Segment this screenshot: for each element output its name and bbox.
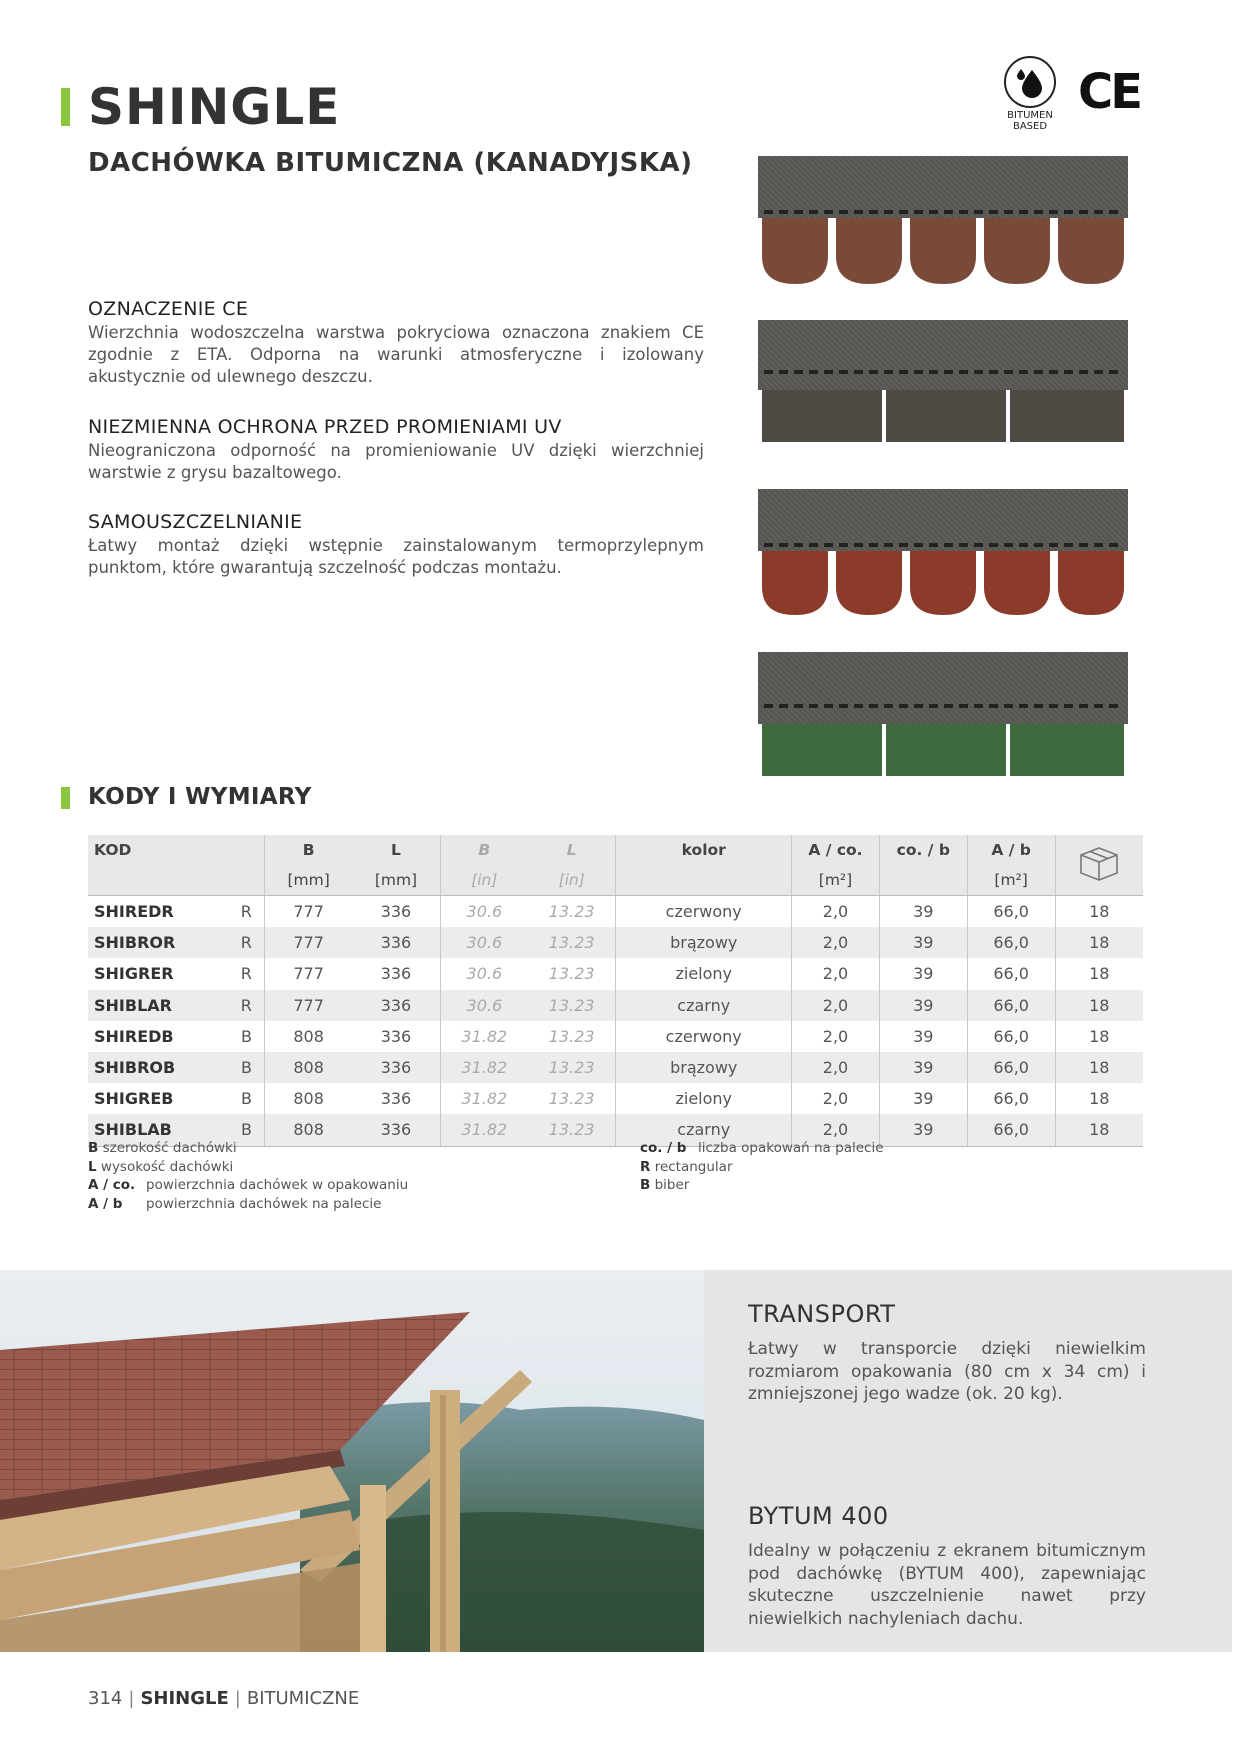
row-b: 808: [264, 1052, 352, 1083]
header-l-in: L: [528, 835, 616, 865]
row-l: 336: [352, 1114, 440, 1146]
row-a-co: 2,0: [792, 958, 880, 989]
table-units-row: [88, 865, 1143, 896]
legend-left: [88, 1139, 408, 1213]
header-kolor: kolor: [616, 835, 792, 865]
row-code: SHIREDB: [94, 1026, 174, 1046]
transport-block: [748, 1300, 1146, 1406]
row-color: czerwony: [616, 1021, 792, 1052]
row-code: SHIBROB: [88, 1052, 240, 1083]
row-code: SHIREDR: [94, 902, 174, 922]
bitumen-based-label: BITUMEN BASED: [1007, 110, 1053, 132]
unit-b: [mm]: [264, 865, 352, 896]
title-accent-bar: [61, 88, 70, 126]
row-l: 336: [352, 958, 440, 989]
legend-item: B biber: [640, 1177, 690, 1193]
table-row: [88, 1052, 1143, 1083]
row-l-in: 13.23: [528, 1021, 616, 1052]
codes-table: [88, 835, 1143, 1147]
row-l: 336: [352, 1021, 440, 1052]
row-co-b: 39: [879, 958, 967, 989]
row-co-b: 39: [879, 1021, 967, 1052]
table-row: [88, 958, 1143, 989]
page-subtitle: DACHÓWKA BITUMICZNA (KANADYJSKA): [88, 148, 693, 178]
row-co-b: 39: [879, 896, 967, 928]
bytum-text: Idealny w połączeniu z ekranem bitumicznym pod dachówkę (BYTUM 400), zapewniając skuteczne uszczelnienie nawet przy niewielkich nachyleniach dachu.: [748, 1541, 1146, 1629]
row-l: 336: [352, 1083, 440, 1114]
feature-selfseal: [88, 511, 704, 579]
row-b: 808: [264, 1114, 352, 1146]
feature-text: Wierzchnia wodoszczelna warstwa pokryciowa oznaczona znakiem CE zgodnie z ETA. Odporna na warunki atmosferyczne i izolowany akustycznie od ulewnego deszczu.: [88, 323, 704, 386]
legend-right: [640, 1139, 884, 1195]
row-type: B: [240, 1083, 265, 1114]
unit-l-in: [in]: [528, 865, 616, 896]
table-row: [88, 927, 1143, 958]
bitumen-based-badge: [1000, 56, 1060, 132]
roof-photo: [0, 1270, 704, 1652]
row-co-b: 39: [879, 990, 967, 1021]
row-pcs: 18: [1055, 1052, 1143, 1083]
row-b: 777: [264, 990, 352, 1021]
feature-ce: [88, 298, 704, 388]
row-l: 336: [352, 990, 440, 1021]
page-title: SHINGLE: [88, 78, 341, 136]
shingle-sample-green-rectangular: [758, 652, 1128, 776]
row-b-in: 31.82: [440, 1114, 528, 1146]
row-l: 336: [352, 927, 440, 958]
row-b-in: 31.82: [461, 1026, 508, 1046]
feature-text: Nieograniczona odporność na promieniowanie UV dzięki wierzchniej warstwie z grysu bazaltowego.: [88, 441, 704, 482]
row-a-co: 2,0: [792, 1083, 880, 1114]
header-kod: KOD: [88, 835, 264, 865]
row-type: R: [240, 990, 265, 1021]
row-b: 808: [293, 1089, 324, 1109]
footer-section: SHINGLE: [140, 1688, 229, 1709]
row-code: SHIBROR: [88, 927, 240, 958]
bytum-heading: BYTUM 400: [748, 1502, 889, 1530]
row-a-co: 2,0: [792, 1052, 880, 1083]
legend-item: A / b powierzchnia dachówek na palecie: [88, 1195, 382, 1212]
row-co-b: 39: [879, 1052, 967, 1083]
row-color: czarny: [616, 990, 792, 1021]
table-header-row: [88, 835, 1143, 865]
row-type: R: [240, 927, 265, 958]
transport-heading: TRANSPORT: [748, 1300, 896, 1328]
header-a-co: A / co.: [792, 835, 880, 865]
feature-heading: NIEZMIENNA OCHRONA PRZED PROMIENIAMI UV: [88, 416, 562, 438]
header-co-b: co. / b: [879, 835, 967, 865]
row-color: czarny: [616, 1114, 792, 1146]
row-a-b: 66,0: [967, 1021, 1055, 1052]
header-l: L: [352, 835, 440, 865]
row-pcs: 18: [1089, 1089, 1110, 1109]
row-color: brązowy: [616, 927, 792, 958]
row-l-in: 13.23: [528, 1052, 616, 1083]
row-pcs: 18: [1089, 1026, 1110, 1046]
row-b-in: 31.82: [440, 1052, 528, 1083]
row-l-in: 13.23: [528, 990, 616, 1021]
row-code: SHIGREB: [94, 1089, 174, 1109]
legend-item: R rectangular: [640, 1158, 733, 1175]
row-co-b: 39: [879, 1083, 967, 1114]
row-type: B: [240, 1021, 265, 1052]
row-a-co: 2,0: [792, 990, 880, 1021]
row-code: SHIBLAR: [88, 990, 240, 1021]
row-a-co: 2,0: [792, 1114, 880, 1146]
feature-text: Łatwy montaż dzięki wstępnie zainstalowanym termoprzylepnym punktom, które gwarantują szczelność podczas montażu.: [88, 536, 704, 577]
ce-mark: CE: [1078, 64, 1141, 120]
shingle-sample-brown-biber: [758, 156, 1128, 288]
row-code: SHIBLAB: [88, 1114, 240, 1146]
box-icon: [1055, 835, 1143, 896]
row-a-b: 66,0: [967, 958, 1055, 989]
shingle-sample-red-biber: [758, 489, 1128, 619]
row-l-in: 13.23: [528, 896, 616, 928]
row-pcs: 18: [1089, 902, 1110, 922]
row-a-b: 66,0: [967, 1114, 1055, 1146]
drop-icon: [1004, 56, 1056, 108]
row-pcs: 18: [1055, 1114, 1143, 1146]
row-b: 777: [293, 964, 324, 984]
row-b-in: 30.6: [440, 990, 528, 1021]
row-l: 336: [352, 1052, 440, 1083]
row-co-b: 39: [879, 927, 967, 958]
row-b: 777: [264, 927, 352, 958]
row-l-in: 13.23: [528, 958, 616, 989]
info-panel: [704, 1270, 1232, 1652]
legend-item: B szerokość dachówki: [88, 1140, 237, 1156]
unit-b-in: [in]: [440, 865, 528, 896]
unit-l: [mm]: [352, 865, 440, 896]
row-l-in: 13.23: [528, 1114, 616, 1146]
shingle-sample-grey-rectangular: [758, 320, 1128, 442]
row-l-in: 13.23: [528, 1083, 616, 1114]
transport-text: Łatwy w transporcie dzięki niewielkim rozmiarom opakowania (80 cm x 34 cm) i zmniejszonej jego wadze (ok. 20 kg).: [748, 1339, 1146, 1404]
row-a-co: 2,0: [792, 927, 880, 958]
feature-heading: OZNACZENIE CE: [88, 298, 249, 320]
feature-uv: [88, 416, 704, 484]
table-row: [88, 1021, 1143, 1052]
section-title: KODY I WYMIARY: [88, 784, 312, 810]
row-a-b: 66,0: [967, 896, 1055, 928]
row-type: B: [240, 1114, 265, 1146]
row-pcs: 18: [1055, 990, 1143, 1021]
bytum-block: [748, 1502, 1146, 1630]
row-a-co: 2,0: [792, 1021, 880, 1052]
row-type: B: [240, 1052, 265, 1083]
page-number: 314: [88, 1688, 123, 1709]
row-b: 808: [293, 1026, 324, 1046]
header-b-in: B: [440, 835, 528, 865]
row-type: R: [240, 896, 265, 928]
header-a-b: A / b: [967, 835, 1055, 865]
unit-a-co: [m²]: [792, 865, 880, 896]
feature-heading: SAMOUSZCZELNIANIE: [88, 511, 303, 533]
row-b-in: 30.6: [466, 964, 503, 984]
row-l: 336: [352, 896, 440, 928]
row-co-b: 39: [879, 1114, 967, 1146]
unit-a-b: [m²]: [967, 865, 1055, 896]
row-color: zielony: [616, 1083, 792, 1114]
row-b: 777: [293, 902, 324, 922]
header-b: B: [264, 835, 352, 865]
section-accent-bar: [61, 787, 70, 809]
table-row: [88, 1083, 1143, 1114]
row-a-b: 66,0: [967, 990, 1055, 1021]
legend-item: co. / b liczba opakowań na palecie: [640, 1140, 884, 1156]
legend-item: A / co. powierzchnia dachówek w opakowaniu: [88, 1177, 409, 1193]
row-pcs: 18: [1055, 927, 1143, 958]
shingle-tabs: [762, 218, 1124, 284]
page-footer: 314 | SHINGLE | BITUMICZNE: [88, 1688, 360, 1709]
table-row: [88, 896, 1143, 928]
row-color: zielony: [616, 958, 792, 989]
row-b-in: 30.6: [466, 902, 503, 922]
footer-category: BITUMICZNE: [246, 1688, 360, 1709]
row-a-b: 66,0: [967, 927, 1055, 958]
row-b-in: 30.6: [440, 927, 528, 958]
table-row: [88, 990, 1143, 1021]
row-a-co: 2,0: [792, 896, 880, 928]
row-a-b: 66,0: [967, 1052, 1055, 1083]
row-color: brązowy: [616, 1052, 792, 1083]
row-pcs: 18: [1089, 964, 1110, 984]
row-type: R: [240, 958, 265, 989]
row-color: czerwony: [616, 896, 792, 928]
row-b-in: 31.82: [461, 1089, 508, 1109]
row-a-b: 66,0: [967, 1083, 1055, 1114]
row-l-in: 13.23: [528, 927, 616, 958]
row-code: SHIGRER: [94, 964, 174, 984]
legend-item: L wysokość dachówki: [88, 1158, 234, 1175]
